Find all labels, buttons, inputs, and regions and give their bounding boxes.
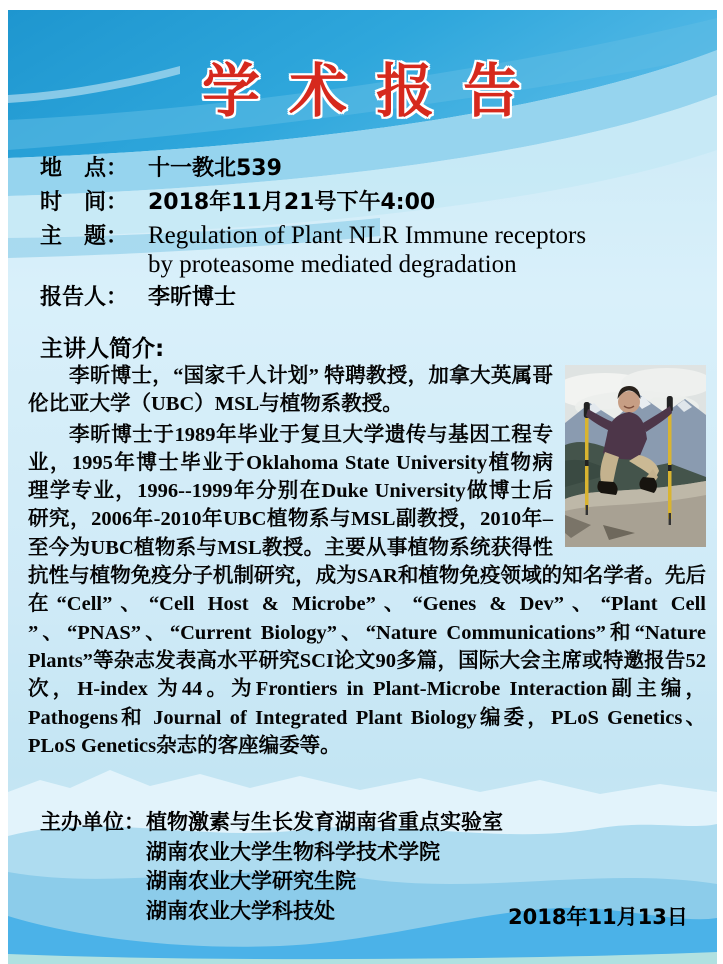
- location-value: 十一教北539: [148, 156, 282, 181]
- bio-section: [28, 362, 706, 760]
- location-row: [40, 153, 700, 184]
- event-info: [40, 153, 700, 316]
- location-label: 地 点：: [40, 156, 129, 181]
- organizer-item: 植物激素与生长发育湖南省重点实验室: [146, 810, 503, 834]
- organizers-label: 主办单位：: [40, 810, 145, 834]
- organizer-item: 湖南农业大学生物科学技术学院: [146, 839, 440, 864]
- organizers-section: [40, 808, 503, 926]
- time-value: 2018年11月21号下午4:00: [148, 190, 436, 215]
- bio-paragraph-2: 李昕博士于1989年毕业于复旦大学遗传与基因工程专业，1995年博士毕业于Oklahoma State University植物病理学专业，1996--1999年分别在Duke University做博士后研究，2006年-2010年UBC植物系与MSL副教授，2010年–至今为UBC植物系与MSL教授。主要从事植物系统获得性抗性与植物免疫分子机制研究，成为SAR和植物免疫领域的知名学者。先后在“Cell”、“Cell Host & Microbe”、“Genes & Dev”、“Plant Cell ”、“PNAS”、“Current Biology”、“Nature Communications”和“Nature Plants”等杂志发表高水平研究SCI论文90多篇，国际大会主席或特邀报告52次，H-index 为44。为Frontiers in Plant-Microbe Interaction副主编，Pathogens和 Journal of Integrated Plant Biology编委，PLoS Genetics、PLoS Genetics杂志的客座编委等。: [28, 423, 706, 757]
- page-title: 学术报告: [201, 57, 550, 125]
- speaker-hiking-photo: [565, 365, 706, 547]
- speaker-label: 报告人：: [40, 285, 129, 310]
- speaker-row: [40, 282, 700, 313]
- time-row: [40, 187, 700, 218]
- topic-line-1: Regulation of Plant NLR Immune receptors: [148, 222, 587, 249]
- organizers-list: [146, 808, 503, 926]
- topic-label: 主 题：: [40, 224, 129, 249]
- topic-value: [148, 221, 586, 279]
- bio-paragraph-1: 李昕博士，“国家千人计划” 特聘教授，加拿大英属哥伦比亚大学（UBC）MSL与植物系教授。: [28, 365, 553, 416]
- topic-row: [40, 221, 700, 279]
- time-label: 时 间：: [40, 190, 129, 215]
- poster-date: 2018年11月13日: [508, 905, 688, 929]
- organizer-item: 湖南农业大学科技处: [146, 898, 335, 923]
- speaker-value: 李昕博士: [148, 285, 237, 310]
- organizer-item: 湖南农业大学研究生院: [146, 869, 356, 893]
- bio-heading: 主讲人简介:: [40, 336, 165, 362]
- topic-line-2: by proteasome mediated degradation: [148, 251, 517, 278]
